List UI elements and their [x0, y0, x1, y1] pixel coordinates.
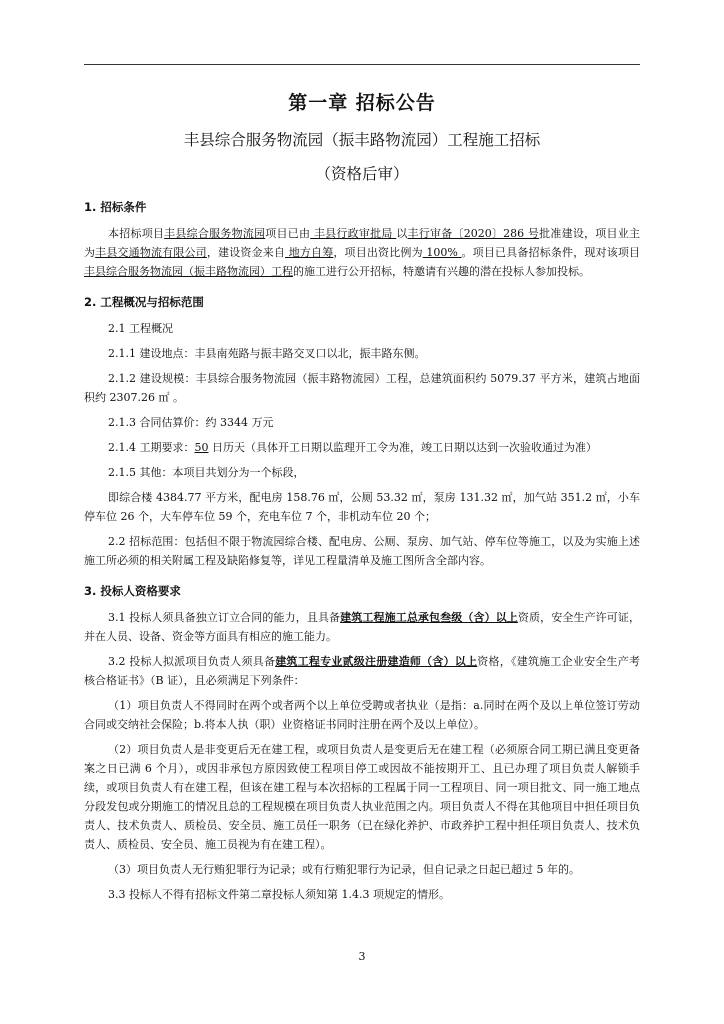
text-run: 3.1 投标人须具备独立订立合同的能力，且具备: [108, 611, 341, 624]
approval-number: 丰行审备〔2020〕286 号: [407, 227, 540, 240]
page-number: 3: [358, 950, 366, 963]
text-run: 资格，《建筑施工企业安全生产考核合格证书》（B 证），且必须满足下列条件：: [84, 655, 640, 687]
document-page: [84, 88, 640, 910]
clause-2-1-3: 2.1.3 合同估算价：约 3344 万元: [108, 416, 274, 429]
clause-2-1-2: 2.1.2 建设规模：丰县综合服务物流园（振丰路物流园）工程，总建筑面积约 5079.37 平方米，建筑占地面积约 2307.26 ㎡ 。: [84, 372, 640, 404]
clause-2-1-4: [84, 438, 640, 457]
section-1-paragraph: [84, 224, 640, 281]
text-run: 。项目已具备招标条件，现对该项目: [461, 246, 641, 259]
funding-source: 地方自筹: [285, 246, 334, 259]
text-run: 项目已由: [265, 227, 311, 240]
text-run: ，项目出资比例为: [333, 246, 423, 259]
clause-2-1-1: 2.1.1 建设地点：丰县南苑路与振丰路交叉口以北，振丰路东侧。: [108, 347, 426, 360]
project-title: 丰县综合服务物流园（振丰路物流园）工程施工招标: [183, 131, 541, 149]
duration-days: 50: [194, 441, 209, 454]
funding-ratio: 100%: [422, 246, 462, 259]
text-run: 资质，安全生产许可证，并在人员、设备、资金等方面具有相应的施工能力。: [84, 611, 641, 643]
qualification-note: （资格后审）: [315, 165, 409, 183]
clause-2-2: 2.2 招标范围：包括但不限于物流园综合楼、配电房、公厕、泵房、加气站、停车位等施工，以及为实施上述施工所必须的相关附属工程及缺陷修复等，详见工程量清单及施工图所含全部内容。: [84, 535, 640, 567]
project-name: 丰县综合服务物流园: [164, 227, 266, 240]
text-run: 批准建设，项目业主为: [84, 227, 641, 259]
approval-authority: 丰县行政审批局: [310, 227, 397, 240]
section-2-heading: 2. 工程概况与招标范围: [84, 295, 204, 309]
clause-3-2-3: （3）项目负责人无行贿犯罪行为记录；或有行贿犯罪行为记录，但自记录之日起已超过 5 年的。: [108, 863, 580, 876]
clause-2-1: 2.1 工程概况: [108, 322, 173, 335]
clause-3-1: [84, 608, 640, 646]
project-owner: 丰县交通物流有限公司: [95, 246, 207, 259]
clause-3-2-2: （2）项目负责人是非变更后无在建工程，或项目负责人是变更后无在建工程（必须原合同工期已满且变更备案之日已满 6 个月），或因非承包方原因致使工程项目停工或因故不能按期开工、且已办理了项目负责人解锁手续，或项目负责人有在建工程，但该在建工程与本次招标的工程属于同一工程项目、同一项目批文、同一施工地点分段发包或分期施工的情况且总的工程规模在项目负责人执业范围之内。项目负责人不得在其他项目中担任项目负责人、技术负责人、质检员、安全员、施工员任一职务（已在绿化养护、市政养护工程中担任项目负责人、技术负责人、质检员、安全员、施工员视为有在建工程）。: [84, 743, 640, 851]
section-1-heading: 1. 招标条件: [84, 200, 147, 214]
clause-3-3: 3.3 投标人不得有招标文件第二章投标人须知第 1.4.3 项规定的情形。: [108, 888, 450, 901]
text-run: 本招标项目: [108, 227, 165, 240]
clause-2-1-5: 2.1.5 其他：本项目共划分为一个标段，: [108, 466, 305, 479]
clause-3-2: [84, 652, 640, 690]
project-full-name: 丰县综合服务物流园（振丰路物流园）工程: [84, 265, 293, 278]
text-run: 日历天（具体开工日期以监理开工令为准，竣工日期以达到一次验收通过为准）: [208, 441, 597, 454]
clause-2-1-5-detail: 即综合楼 4384.77 平方米，配电房 158.76 ㎡，公厕 53.32 ㎡，泵房 131.32 ㎡，加气站 351.2 ㎡，小车停车位 26 个，大车停车位 59 个，充电车位 7 个，非机动车位 20 个；: [84, 491, 640, 523]
clause-3-2-1: （1）项目负责人不得同时在两个或者两个以上单位受聘或者执业（是指：a.同时在两个及以上单位签订劳动合同或交纳社会保险；b.将本人执（职）业资格证书同时注册在两个及以上单位）。: [84, 699, 640, 731]
text-run: 的施工进行公开招标，特邀请有兴趣的潜在投标人参加投标。: [293, 265, 590, 278]
header-rule: [84, 64, 640, 65]
section-3-heading: 3. 投标人资格要求: [84, 584, 181, 598]
text-run: ，建设资金来自: [206, 246, 286, 259]
text-run: 以: [396, 227, 408, 240]
required-qualification: 建筑工程施工总承包叁级（含）以上: [340, 611, 518, 624]
chapter-title: 第一章 招标公告: [288, 92, 436, 114]
text-run: 2.1.4 工期要求：: [108, 441, 195, 454]
required-constructor-level: 建筑工程专业贰级注册建造师（含）以上: [275, 655, 478, 668]
text-run: 3.2 投标人拟派项目负责人须具备: [108, 655, 276, 668]
